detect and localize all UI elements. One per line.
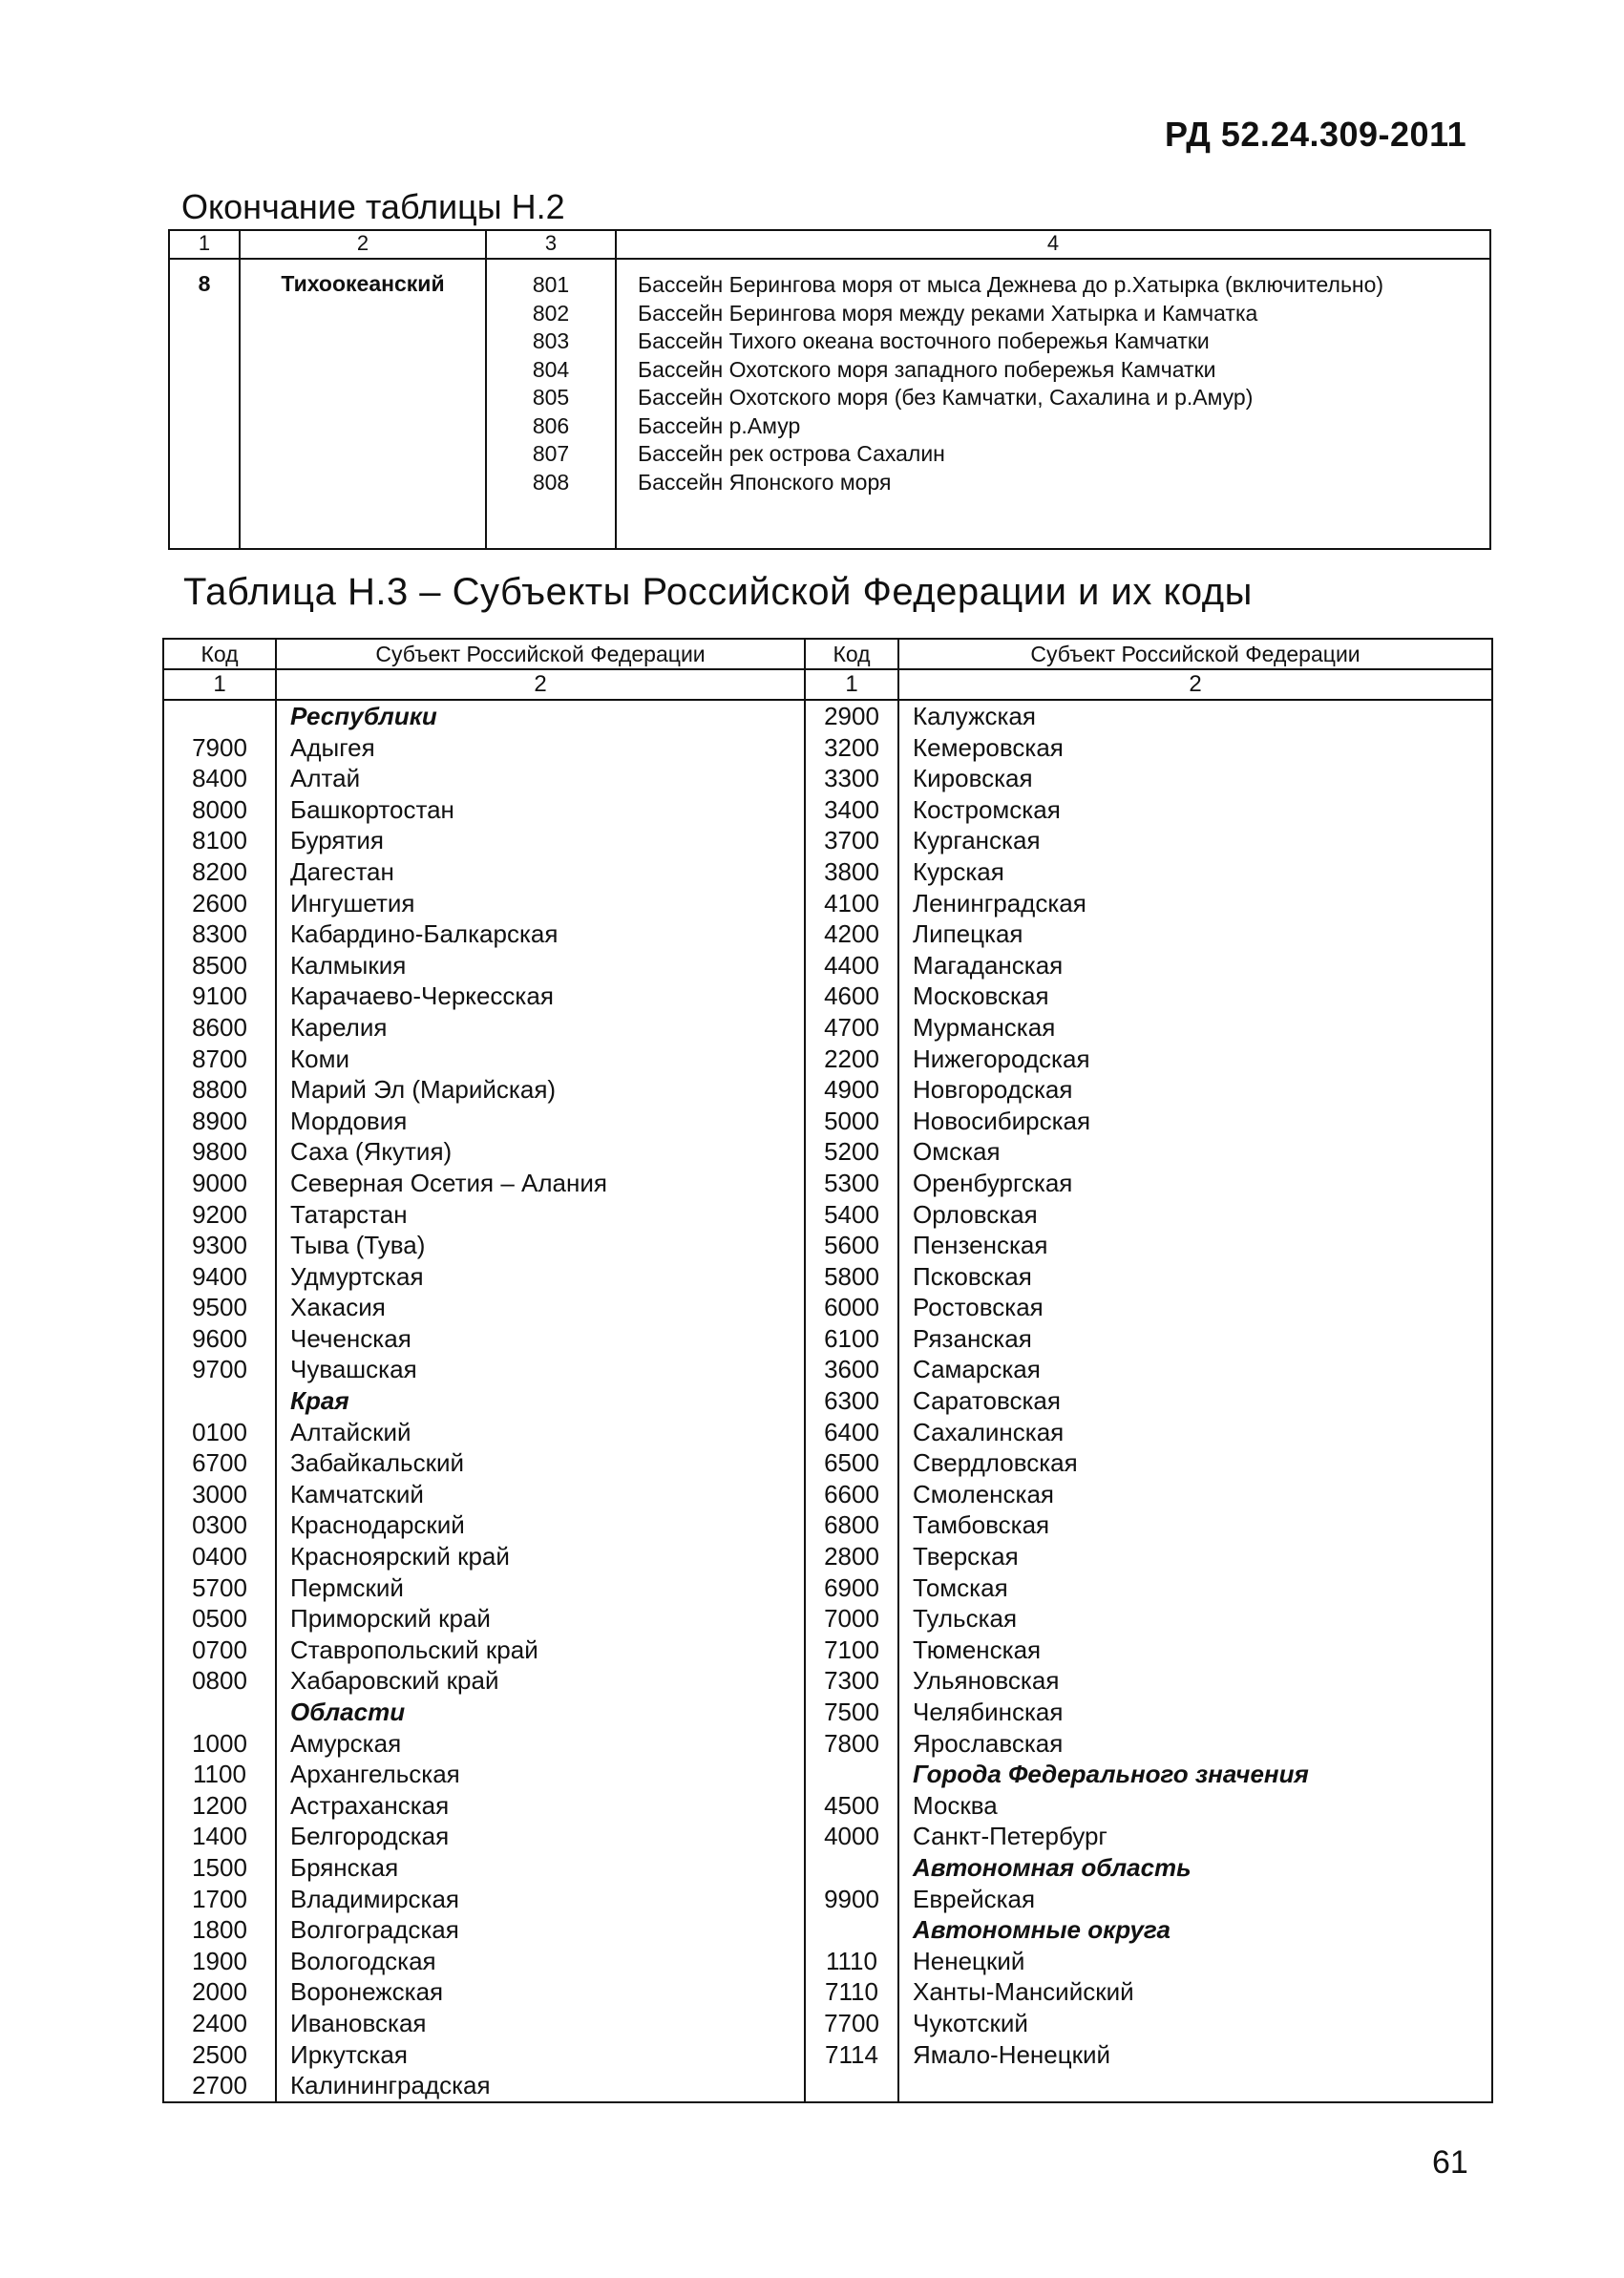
- subject-name: Калмыкия: [276, 950, 805, 981]
- subject-code: 1110: [805, 1946, 898, 1977]
- table-row: [163, 1884, 1492, 1915]
- subject-code: 5200: [805, 1136, 898, 1168]
- table-row: [163, 2008, 1492, 2039]
- subject-code: 4100: [805, 888, 898, 919]
- subject-code: 6800: [805, 1509, 898, 1541]
- subject-name: Ростовская: [898, 1292, 1492, 1323]
- subject-code: 6700: [163, 1447, 276, 1479]
- table-row: [163, 2039, 1492, 2071]
- page-number: 61: [1432, 2144, 1468, 2181]
- column-header-code: Код: [163, 639, 276, 669]
- subject-name: Красноярский край: [276, 1541, 805, 1572]
- subject-code: 5000: [805, 1106, 898, 1137]
- subject-name: Курганская: [898, 825, 1492, 856]
- subject-name: Смоленская: [898, 1479, 1492, 1510]
- subject-code: 3200: [805, 732, 898, 764]
- table-row: [163, 825, 1492, 856]
- subject-code: 9300: [163, 1230, 276, 1261]
- subject-name: Чувашская: [276, 1354, 805, 1385]
- subject-name: Омская: [898, 1136, 1492, 1168]
- subject-name: [898, 2070, 1492, 2102]
- column-number: 2: [898, 669, 1492, 700]
- subject-name: Свердловская: [898, 1447, 1492, 1479]
- subject-name: Кабардино-Балкарская: [276, 918, 805, 950]
- subject-name: Мордовия: [276, 1106, 805, 1137]
- basin-description: Бассейн рек острова Сахалин: [638, 441, 945, 466]
- table-h3-header-row: [163, 639, 1492, 669]
- subject-name: Камчатский: [276, 1479, 805, 1510]
- basin-code: 804: [532, 356, 570, 382]
- subject-code: 8400: [163, 763, 276, 794]
- group-heading: Республики: [276, 700, 805, 732]
- subject-code: 2000: [163, 1976, 276, 2008]
- basin-code: 808: [532, 469, 570, 495]
- table-h2-caption: Окончание таблицы Н.2: [181, 187, 565, 226]
- table-row: [163, 918, 1492, 950]
- subject-name: Кемеровская: [898, 732, 1492, 764]
- subject-name: Чукотский: [898, 2008, 1492, 2039]
- subject-name: Вологодская: [276, 1946, 805, 1977]
- subject-code: 4400: [805, 950, 898, 981]
- subject-name: Псковская: [898, 1261, 1492, 1293]
- subject-name: Калининградская: [276, 2070, 805, 2102]
- table-row: [163, 1292, 1492, 1323]
- subject-code: 2700: [163, 2070, 276, 2102]
- subject-name: Томская: [898, 1572, 1492, 1604]
- subject-code: 9400: [163, 1261, 276, 1293]
- basin-number: 8: [169, 259, 240, 549]
- basin-code: 806: [532, 412, 570, 438]
- subject-name: Мурманская: [898, 1012, 1492, 1044]
- subject-code: 2600: [163, 888, 276, 919]
- subject-name: Алтай: [276, 763, 805, 794]
- subject-code: 3700: [805, 825, 898, 856]
- basin-description: Бассейн Японского моря: [638, 469, 892, 495]
- subject-code: [805, 1852, 898, 1884]
- subject-code: 5700: [163, 1572, 276, 1604]
- table-row: [163, 1323, 1492, 1355]
- subject-name: Челябинская: [898, 1697, 1492, 1728]
- document-code: РД 52.24.309-2011: [1165, 115, 1467, 154]
- subject-name: Приморский край: [276, 1603, 805, 1635]
- subject-code: 9900: [805, 1884, 898, 1915]
- subject-code: 1400: [163, 1821, 276, 1852]
- subject-name: Магаданская: [898, 950, 1492, 981]
- subject-name: Марий Эл (Марийская): [276, 1074, 805, 1106]
- subject-code: 5800: [805, 1261, 898, 1293]
- table-row: [163, 1136, 1492, 1168]
- table-row: [163, 1509, 1492, 1541]
- basin-codes: [486, 259, 616, 549]
- subject-code: 0500: [163, 1603, 276, 1635]
- column-number: 1: [805, 669, 898, 700]
- subject-code: 6000: [805, 1292, 898, 1323]
- subject-name: Северная Осетия – Алания: [276, 1168, 805, 1199]
- subject-code: 2400: [163, 2008, 276, 2039]
- basin-code: 801: [532, 272, 570, 297]
- subject-name: Хабаровский край: [276, 1665, 805, 1697]
- subject-code: 1000: [163, 1728, 276, 1760]
- subject-code: 6400: [805, 1417, 898, 1448]
- table-row: [163, 1385, 1492, 1417]
- table-row: [163, 1447, 1492, 1479]
- column-number: 2: [276, 669, 805, 700]
- subject-code: 5300: [805, 1168, 898, 1199]
- subject-code: 3300: [805, 763, 898, 794]
- table-row: [163, 794, 1492, 826]
- subject-code: 4900: [805, 1074, 898, 1106]
- subject-code: 4700: [805, 1012, 898, 1044]
- table-row: [163, 732, 1492, 764]
- basin-code: 807: [532, 441, 570, 466]
- subject-code: 4500: [805, 1790, 898, 1822]
- subject-code: 0400: [163, 1541, 276, 1572]
- subject-name: Карелия: [276, 1012, 805, 1044]
- subject-name: Тыва (Тува): [276, 1230, 805, 1261]
- table-row: [163, 1074, 1492, 1106]
- subject-name: Ивановская: [276, 2008, 805, 2039]
- basin-code: 805: [532, 385, 570, 410]
- subject-name: Самарская: [898, 1354, 1492, 1385]
- column-number: 4: [616, 230, 1490, 259]
- subject-code: 9800: [163, 1136, 276, 1168]
- group-heading: Края: [276, 1385, 805, 1417]
- table-row: [163, 1199, 1492, 1231]
- table-row: [163, 1821, 1492, 1852]
- subject-name: Ленинградская: [898, 888, 1492, 919]
- subject-name: Костромская: [898, 794, 1492, 826]
- table-row: [163, 1852, 1492, 1884]
- subject-name: Санкт-Петербург: [898, 1821, 1492, 1852]
- subject-name: Татарстан: [276, 1199, 805, 1231]
- subject-code: 2800: [805, 1541, 898, 1572]
- subject-name: Москва: [898, 1790, 1492, 1822]
- subject-name: Московская: [898, 981, 1492, 1012]
- subject-code: 0800: [163, 1665, 276, 1697]
- subject-name: Саха (Якутия): [276, 1136, 805, 1168]
- table-row: [163, 2070, 1492, 2102]
- subject-code: 1800: [163, 1914, 276, 1946]
- table-row: [163, 1230, 1492, 1261]
- subject-name: Тверская: [898, 1541, 1492, 1572]
- subject-code: 8100: [163, 825, 276, 856]
- table-row: [163, 1759, 1492, 1790]
- subject-code: 7700: [805, 2008, 898, 2039]
- table-row: [163, 856, 1492, 888]
- subject-name: Чеченская: [276, 1323, 805, 1355]
- subject-name: Пензенская: [898, 1230, 1492, 1261]
- basin-description: Бассейн р.Амур: [638, 412, 801, 438]
- subject-name: Тульская: [898, 1603, 1492, 1635]
- subject-name: Удмуртская: [276, 1261, 805, 1293]
- subject-name: Астраханская: [276, 1790, 805, 1822]
- table-row: [163, 1479, 1492, 1510]
- subject-code: 1100: [163, 1759, 276, 1790]
- subject-code: 6300: [805, 1385, 898, 1417]
- subject-name: Владимирская: [276, 1884, 805, 1915]
- subject-name: Новгородская: [898, 1074, 1492, 1106]
- subject-name: Ярославская: [898, 1728, 1492, 1760]
- subject-name: Ульяновская: [898, 1665, 1492, 1697]
- subject-name: Архангельская: [276, 1759, 805, 1790]
- subject-code: 7500: [805, 1697, 898, 1728]
- subject-code: 6500: [805, 1447, 898, 1479]
- subject-code: 1900: [163, 1946, 276, 1977]
- subject-name: Волгоградская: [276, 1914, 805, 1946]
- table-h3-subheader-row: [163, 669, 1492, 700]
- table-row: [163, 1012, 1492, 1044]
- basin-description: Бассейн Тихого океана восточного побережья Камчатки: [638, 328, 1210, 353]
- table-row: [163, 1168, 1492, 1199]
- subject-code: 1500: [163, 1852, 276, 1884]
- subject-code: 8500: [163, 950, 276, 981]
- subject-code: 7800: [805, 1728, 898, 1760]
- table-h2-column-numbers: [169, 230, 1490, 259]
- subject-code: [805, 1914, 898, 1946]
- subject-code: 6900: [805, 1572, 898, 1604]
- subject-code: 8800: [163, 1074, 276, 1106]
- table-row: [163, 1603, 1492, 1635]
- table-row: [163, 1946, 1492, 1977]
- table-h3-caption: Таблица Н.3 – Субъекты Российской Федерации и их коды: [183, 571, 1253, 613]
- subject-name: Карачаево-Черкесская: [276, 981, 805, 1012]
- basin-description: Бассейн Охотского моря западного побережья Камчатки: [638, 356, 1216, 382]
- subject-code: 1200: [163, 1790, 276, 1822]
- subject-code: 9200: [163, 1199, 276, 1231]
- subject-code: 7110: [805, 1976, 898, 2008]
- group-heading: Автономные округа: [898, 1914, 1492, 1946]
- subject-name: Калужская: [898, 700, 1492, 732]
- basin-description: Бассейн Охотского моря (без Камчатки, Сахалина и р.Амур): [638, 385, 1254, 410]
- subject-code: 3400: [805, 794, 898, 826]
- subject-code: 7000: [805, 1603, 898, 1635]
- group-heading: Области: [276, 1697, 805, 1728]
- subject-name: Краснодарский: [276, 1509, 805, 1541]
- table-row: [163, 1665, 1492, 1697]
- table-row: [163, 1976, 1492, 2008]
- subject-code: 8000: [163, 794, 276, 826]
- basin-descriptions: [616, 259, 1490, 549]
- subject-name: Тюменская: [898, 1635, 1492, 1666]
- subject-code: 8200: [163, 856, 276, 888]
- subject-name: Амурская: [276, 1728, 805, 1760]
- subject-name: Саратовская: [898, 1385, 1492, 1417]
- subject-name: Алтайский: [276, 1417, 805, 1448]
- subject-code: 7100: [805, 1635, 898, 1666]
- column-number: 1: [163, 669, 276, 700]
- subject-name: Оренбургская: [898, 1168, 1492, 1199]
- column-header-subject: Субъект Российской Федерации: [276, 639, 805, 669]
- subject-code: 8900: [163, 1106, 276, 1137]
- subject-code: 4600: [805, 981, 898, 1012]
- table-row: [163, 888, 1492, 919]
- basin-name: Тихоокеанский: [240, 259, 486, 549]
- subject-code: 8300: [163, 918, 276, 950]
- subject-name: Ямало-Ненецкий: [898, 2039, 1492, 2071]
- table-row: [163, 1261, 1492, 1293]
- table-row: [163, 1572, 1492, 1604]
- subject-name: Ингушетия: [276, 888, 805, 919]
- subject-code: 3000: [163, 1479, 276, 1510]
- subject-name: Курская: [898, 856, 1492, 888]
- table-row: [163, 1541, 1492, 1572]
- table-row: [163, 981, 1492, 1012]
- column-number: 3: [486, 230, 616, 259]
- subject-name: Воронежская: [276, 1976, 805, 2008]
- table-row: [163, 763, 1492, 794]
- subject-name: Коми: [276, 1044, 805, 1075]
- table-row: [163, 1728, 1492, 1760]
- subject-code: 4200: [805, 918, 898, 950]
- subject-code: 0100: [163, 1417, 276, 1448]
- subject-name: Липецкая: [898, 918, 1492, 950]
- subject-code: 0700: [163, 1635, 276, 1666]
- subject-name: Башкортостан: [276, 794, 805, 826]
- basin-description: Бассейн Берингова моря между реками Хатырка и Камчатка: [638, 300, 1258, 326]
- table-h3-body: [163, 700, 1492, 2102]
- subject-code: 7114: [805, 2039, 898, 2071]
- subject-code: [163, 1697, 276, 1728]
- subject-name: Брянская: [276, 1852, 805, 1884]
- table-row: [163, 1106, 1492, 1137]
- subject-name: Ханты-Мансийский: [898, 1976, 1492, 2008]
- table-h3: [162, 638, 1493, 2103]
- subject-code: 1700: [163, 1884, 276, 1915]
- subject-code: 5600: [805, 1230, 898, 1261]
- subject-code: 4000: [805, 1821, 898, 1852]
- subject-code: 3800: [805, 856, 898, 888]
- subject-name: Рязанская: [898, 1323, 1492, 1355]
- subject-name: Сахалинская: [898, 1417, 1492, 1448]
- subject-code: 0300: [163, 1509, 276, 1541]
- subject-code: 8700: [163, 1044, 276, 1075]
- table-h2: [168, 229, 1491, 550]
- subject-name: Дагестан: [276, 856, 805, 888]
- table-row: [163, 1914, 1492, 1946]
- table-row: [163, 1354, 1492, 1385]
- subject-code: 6600: [805, 1479, 898, 1510]
- subject-code: 5400: [805, 1199, 898, 1231]
- subject-code: 7900: [163, 732, 276, 764]
- subject-name: Иркутская: [276, 2039, 805, 2071]
- basin-code: 803: [532, 328, 570, 353]
- subject-code: 2500: [163, 2039, 276, 2071]
- subject-name: Белгородская: [276, 1821, 805, 1852]
- subject-code: 3600: [805, 1354, 898, 1385]
- subject-code: 7300: [805, 1665, 898, 1697]
- column-header-subject: Субъект Российской Федерации: [898, 639, 1492, 669]
- subject-code: [163, 700, 276, 732]
- table-row: [163, 700, 1492, 732]
- subject-code: [805, 1759, 898, 1790]
- table-row: [169, 259, 1490, 549]
- subject-name: Бурятия: [276, 825, 805, 856]
- table-row: [163, 1417, 1492, 1448]
- subject-code: [805, 2070, 898, 2102]
- subject-name: Кировская: [898, 763, 1492, 794]
- subject-name: Нижегородская: [898, 1044, 1492, 1075]
- subject-code: 8600: [163, 1012, 276, 1044]
- subject-code: 9100: [163, 981, 276, 1012]
- table-row: [163, 1044, 1492, 1075]
- subject-name: Адыгея: [276, 732, 805, 764]
- subject-code: 9700: [163, 1354, 276, 1385]
- group-heading: Города Федерального значения: [898, 1759, 1492, 1790]
- subject-name: Ставропольский край: [276, 1635, 805, 1666]
- subject-code: [163, 1385, 276, 1417]
- subject-code: 2200: [805, 1044, 898, 1075]
- subject-name: Пермский: [276, 1572, 805, 1604]
- subject-code: 6100: [805, 1323, 898, 1355]
- subject-name: Тамбовская: [898, 1509, 1492, 1541]
- subject-code: 9000: [163, 1168, 276, 1199]
- subject-name: Новосибирская: [898, 1106, 1492, 1137]
- basin-description: Бассейн Берингова моря от мыса Дежнева до р.Хатырка (включительно): [638, 272, 1384, 297]
- column-number: 2: [240, 230, 486, 259]
- basin-code: 802: [532, 300, 570, 326]
- subject-name: Ненецкий: [898, 1946, 1492, 1977]
- column-number: 1: [169, 230, 240, 259]
- group-heading: Автономная область: [898, 1852, 1492, 1884]
- table-row: [163, 1635, 1492, 1666]
- subject-code: 9600: [163, 1323, 276, 1355]
- subject-name: Хакасия: [276, 1292, 805, 1323]
- subject-name: Забайкальский: [276, 1447, 805, 1479]
- subject-code: 9500: [163, 1292, 276, 1323]
- table-row: [163, 1697, 1492, 1728]
- subject-name: Еврейская: [898, 1884, 1492, 1915]
- column-header-code: Код: [805, 639, 898, 669]
- subject-code: 2900: [805, 700, 898, 732]
- table-row: [163, 950, 1492, 981]
- table-row: [163, 1790, 1492, 1822]
- subject-name: Орловская: [898, 1199, 1492, 1231]
